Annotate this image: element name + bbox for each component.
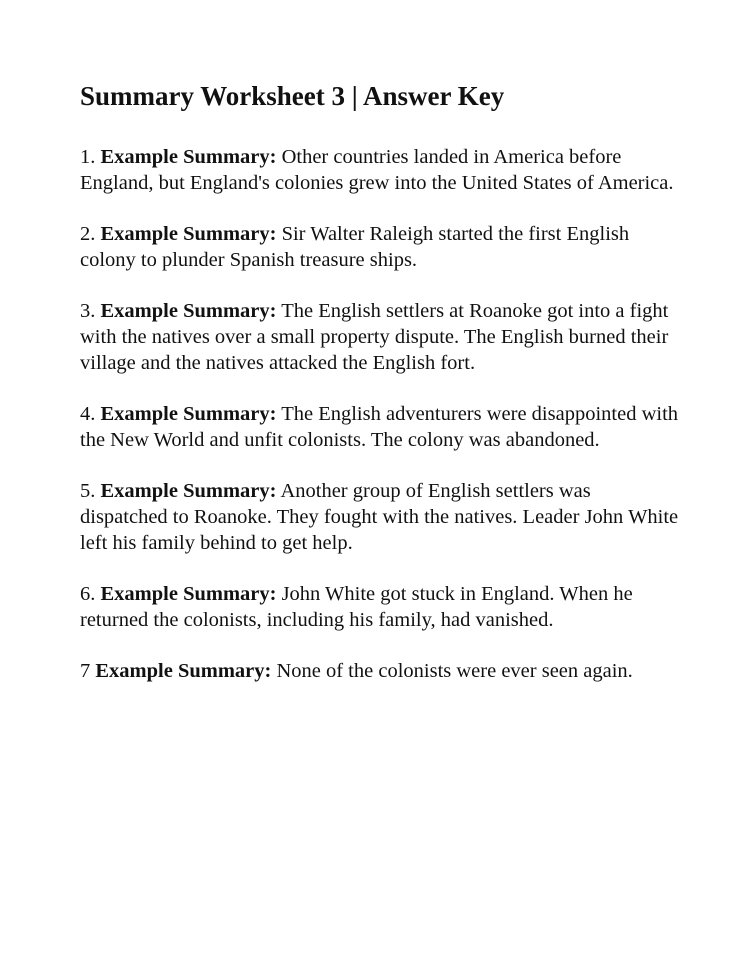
answer-label: Example Summary: [100, 300, 277, 322]
answer-text: Other countries landed in America before England, but England's colonies grew into the United States of America. [80, 146, 674, 194]
answer-number: 4. [80, 403, 96, 425]
answer-label: Example Summary: [100, 583, 277, 605]
answer-text: Sir Walter Raleigh started the first English colony to plunder Spanish treasure ships. [80, 223, 630, 271]
answer-item-6 [80, 581, 680, 633]
answer-label: Example Summary: [95, 660, 272, 682]
page-title: Summary Worksheet 3 | Answer Key [80, 81, 505, 111]
answer-number: 6. [80, 583, 96, 605]
answer-label: Example Summary: [100, 480, 277, 502]
answer-text: Another group of English settlers was dispatched to Roanoke. They fought with the natives. Leader John White left his family behind to get help. [80, 480, 679, 554]
answer-text: John White got stuck in England. When he returned the colonists, including his family, had vanished. [80, 583, 633, 631]
answer-item-2 [80, 221, 680, 273]
answer-label: Example Summary: [100, 146, 277, 168]
answer-number: 3. [80, 300, 96, 322]
answer-number: 2. [80, 223, 96, 245]
answer-number: 1. [80, 146, 96, 168]
answer-label: Example Summary: [100, 223, 277, 245]
answer-number: 5. [80, 480, 96, 502]
answer-item-5 [80, 478, 680, 556]
answer-text: The English settlers at Roanoke got into a fight with the natives over a small property dispute. The English burned their village and the natives attacked the English fort. [80, 300, 669, 374]
answer-item-3 [80, 298, 680, 376]
answer-text: None of the colonists were ever seen again. [276, 660, 633, 682]
answer-item-1 [80, 144, 680, 196]
answer-item-7 [80, 658, 680, 684]
answer-number: 7 [80, 660, 91, 682]
answer-label: Example Summary: [100, 403, 277, 425]
answer-text: The English adventurers were disappointed with the New World and unfit colonists. The colony was abandoned. [80, 403, 679, 451]
answer-item-4 [80, 401, 680, 453]
